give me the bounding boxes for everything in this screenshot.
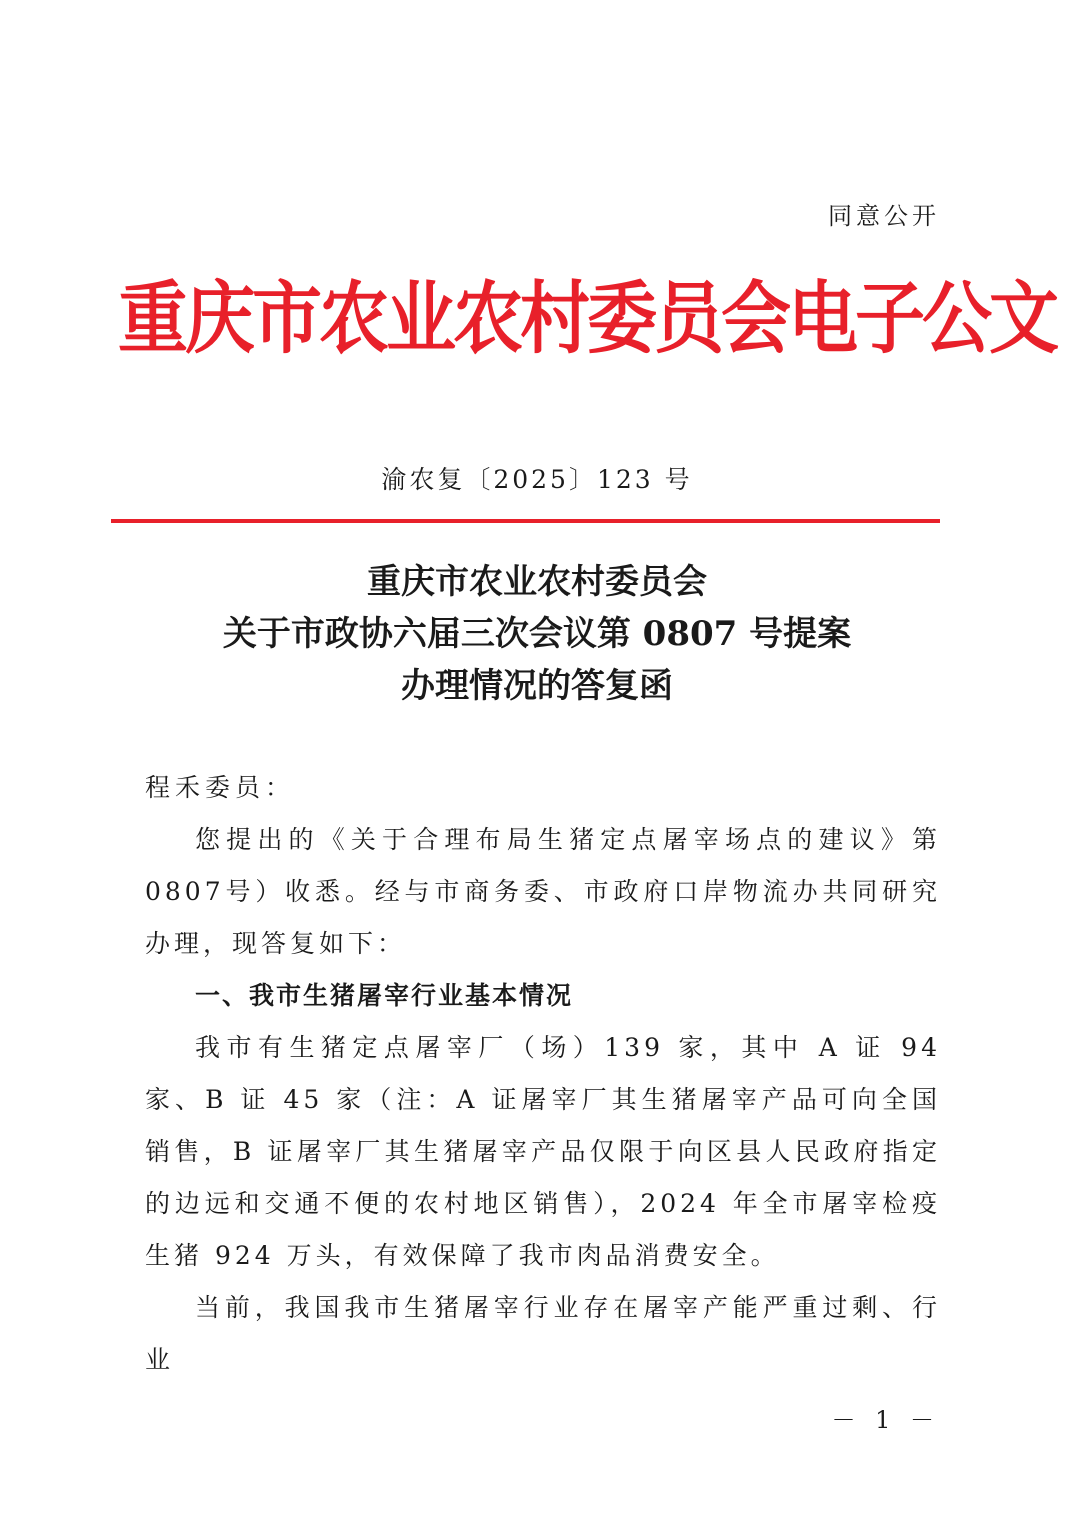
title-line-2: 关于市政协六届三次会议第 0807 号提案 — [222, 614, 852, 654]
body-paragraph: 当前，我国我市生猪屠宰行业存在屠宰产能严重过剩、行业 — [145, 1293, 941, 1374]
document-body — [145, 762, 941, 1386]
section-heading: 一、我市生猪屠宰行业基本情况 — [195, 981, 574, 1010]
red-divider-line — [111, 519, 940, 523]
disclosure-label: 同意公开 — [828, 202, 940, 230]
page-number: － 1 － — [831, 1406, 940, 1434]
title-line-1: 重庆市农业农村委员会 — [367, 562, 707, 602]
document-title — [0, 556, 1074, 712]
masthead-title: 重庆市农业农村委员会电子公文 — [118, 272, 1056, 365]
salutation: 程禾委员： — [145, 773, 296, 802]
title-line-3: 办理情况的答复函 — [401, 666, 673, 706]
body-paragraph: 您提出的《关于合理布局生猪定点屠宰场点的建议》第0807号）收悉。经与市商务委、市政府口岸物流办共同研究办理，现答复如下： — [145, 825, 941, 958]
body-paragraph: 我市有生猪定点屠宰厂（场）139 家，其中 A 证 94 家、B 证 45 家（注：A 证屠宰厂其生猪屠宰产品可向全国销售，B 证屠宰厂其生猪屠宰产品仅限于向区县人民政府指定的边远和交通不便的农村地区销售），2024 年全市屠宰检疫生猪 924 万头，有效保障了我市肉品消费安全。 — [145, 1033, 941, 1270]
document-number: 渝农复〔2025〕123 号 — [381, 465, 693, 494]
